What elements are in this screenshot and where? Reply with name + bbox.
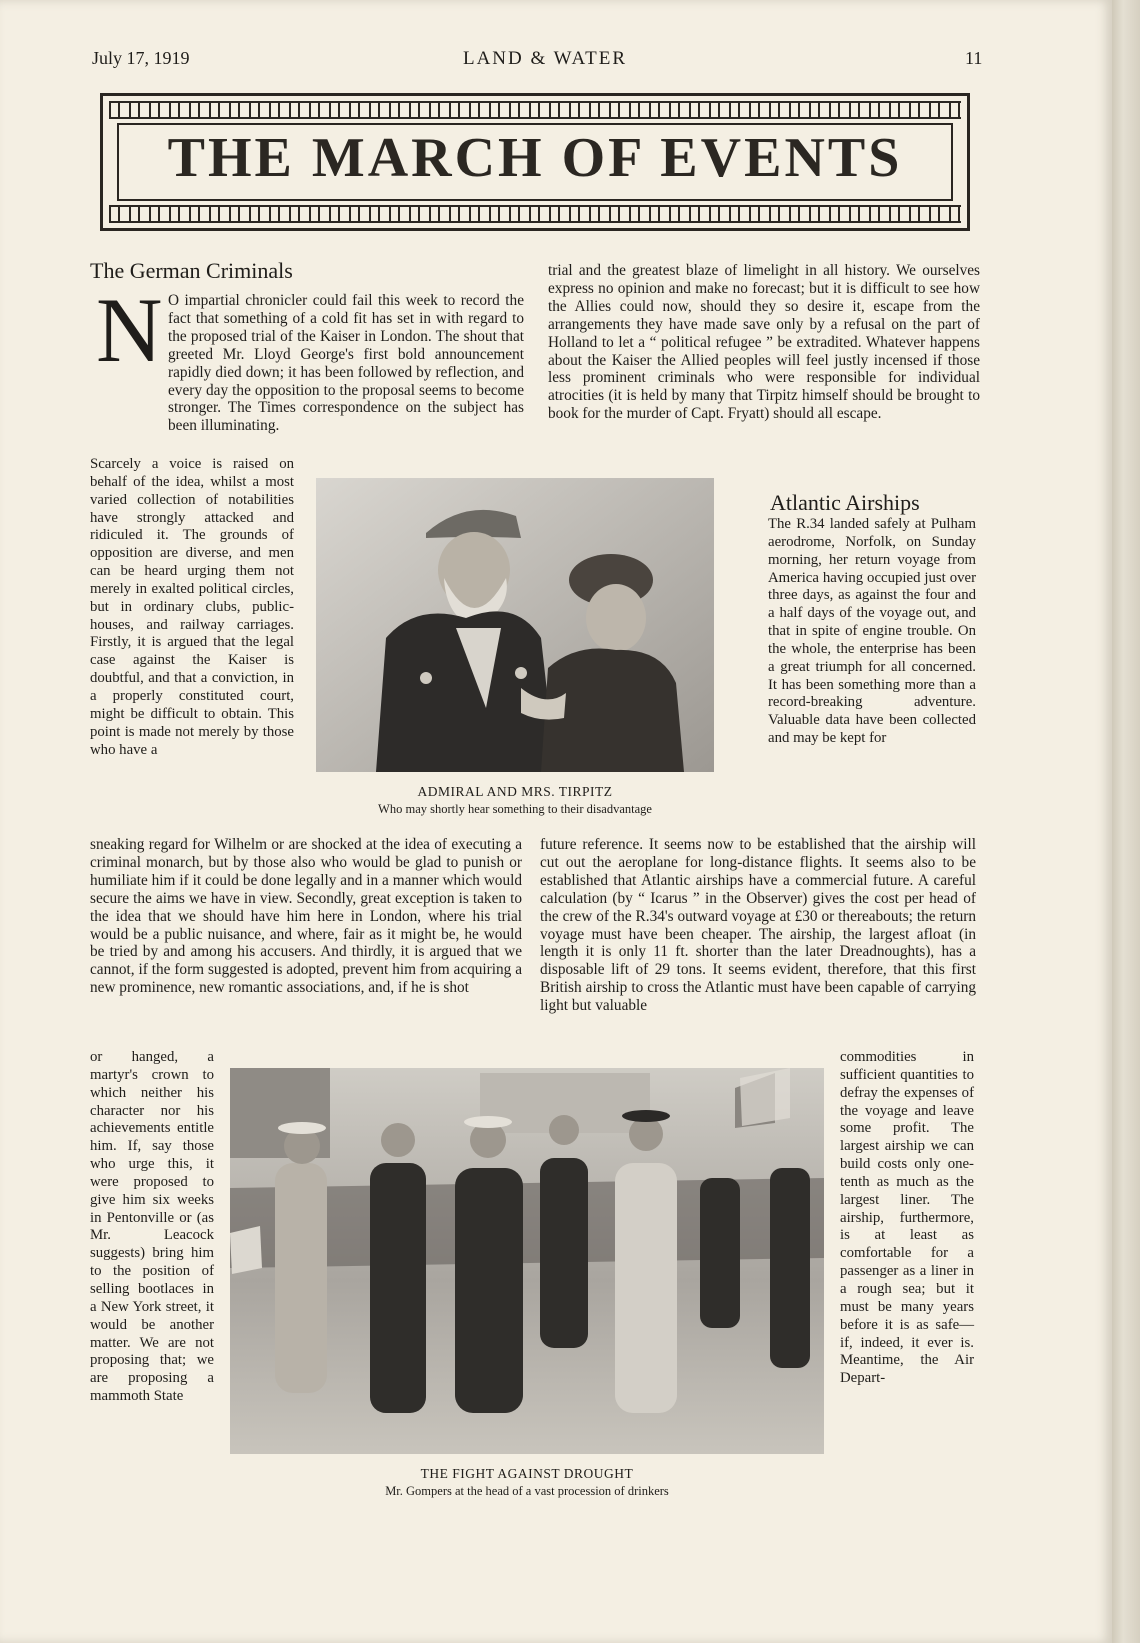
photo1-caption-title: ADMIRAL AND MRS. TIRPITZ: [417, 784, 613, 799]
paragraph-german-criminals-narrow: or hanged, a martyr's crown to which neither his character nor his achievements entitle him. If, say those who urge this, it were proposed to give him six weeks in Pentonville or (as Mr. Leacock suggests) bring him to the position of selling bootlaces in a New York street, it would be another matter. We are not proposing that; we are proposing a mammoth State: [90, 1049, 214, 1405]
photo2-caption-title: THE FIGHT AGAINST DROUGHT: [420, 1466, 634, 1481]
drop-cap: N: [96, 279, 163, 381]
paragraph-german-criminals-opening: O impartial chronicler could fail this week to record the fact that something of a cold fit has set in with regard to the proposed trial of the Kaiser in London. The shout that greeted Mr. Lloyd George's first bold announcement rapidly died down; it has been followed by reflection, and every day the opposition to the proposal seems to become stronger. The Times correspondence on the subject has been illuminating.: [168, 292, 524, 435]
page-number: 11: [965, 48, 983, 68]
issue-date: July 17, 1919: [92, 48, 190, 68]
section-title-atlantic-airships: Atlantic Airships: [770, 490, 920, 515]
paragraph-german-criminals-left-column: Scarcely a voice is raised on behalf of the idea, whilst a most varied collection of notabilities have strongly attacked and ridiculed it. The grounds of opposition are diverse, and men can be heard urging them not merely in exalted political circles, but in ordinary clubs, public-houses, and railway carriages. Firstly, it is argued that the legal case against the Kaiser is doubtful, and that a conviction, in a properly constituted court, might be difficult to obtain. This point is made not merely by those who have a: [90, 456, 294, 758]
page-edge: [1112, 0, 1140, 1643]
publication-title: LAND & WATER: [462, 48, 628, 69]
banner-ornament-bottom: [109, 205, 961, 223]
photo-admiral-and-mrs-tirpitz: [316, 478, 714, 772]
photo1-caption-subtitle: Who may shortly hear something to their disadvantage: [378, 802, 652, 816]
banner-ornament-top: [109, 101, 961, 119]
banner-title: THE MARCH OF EVENTS: [167, 127, 903, 189]
paragraph-atlantic-airships-narrow: commodities in sufficient quantities to defray the expenses of the voyage and leave some profit. The largest airship we can build costs only one-tenth as much as the largest liner. The airship, furthermore, is at least as comfortable for a passenger as a liner in a rough sea; but it must be many years before it is as safe—if, indeed, it ever is. Meantime, the Air Depart-: [840, 1049, 974, 1387]
paragraph-atlantic-airships-middle: future reference. It seems now to be established that the airship will cut out the aeroplane for long-distance flights. It seems also to be established that Atlantic airships have a commercial future. A careful calculation (by “ Icarus ” in the Observer) gives the cost per head of the crew of the R.34's outward voyage at £30 or thereabouts; the return voyage must have been cheaper. The airship, the largest afloat (in length it is only 11 ft. shorter than the later Dreadnoughts), has a disposable lift of 29 tons. It seems evident, therefore, that this first British airship to cross the Atlantic must have been capable of carrying light but valuable: [540, 836, 976, 1015]
photo2-caption-subtitle: Mr. Gompers at the head of a vast procession of drinkers: [385, 1484, 669, 1498]
paragraph-german-criminals-middle: sneaking regard for Wilhelm or are shocked at the idea of executing a criminal monarch, but by those also who would be glad to punish or humiliate him if it could be done legally and in a manner which would secure the aims we have in view. Secondly, great exception is taken to the idea that we should have him here in London, where his trial would be a public nuisance, and where, fair as it might be, he would be tried by and among his accusers. And thirdly, it is argued that we cannot, if the form suggested is adopted, prevent him from acquiring a new prominence, new romantic associations, and, if he is shot: [90, 836, 522, 997]
section-title-german-criminals: The German Criminals: [90, 258, 293, 283]
banner-frame: [100, 93, 970, 231]
photo-procession-gompers: [230, 1068, 824, 1454]
paragraph-atlantic-airships-opening: The R.34 landed safely at Pulham aerodrome, Norfolk, on Sunday morning, her return voyage from America having occupied just over three days, as against the four and a half days of the voyage out, and that in spite of engine trouble. On the whole, the enterprise has been a great triumph for all concerned. It has been something more than a record-breaking adventure. Valuable data have been collected and may be kept for: [768, 516, 976, 747]
paragraph-german-criminals-continued: trial and the greatest blaze of limelight in all history. We ourselves express no opinion and make no forecast; but it is difficult to see how the Allies could now, should they so desire it, escape from the arrangements they have made save only by a refusal on the part of Holland to let a “ political refugee ” be extradited. Whatever happens about the Kaiser the Allied peoples will feel justly incensed if those less prominent criminals who were responsible for individual atrocities (it is held by many that Tirpitz himself should be brought to book for the murder of Capt. Fryatt) should all escape.: [548, 262, 980, 423]
